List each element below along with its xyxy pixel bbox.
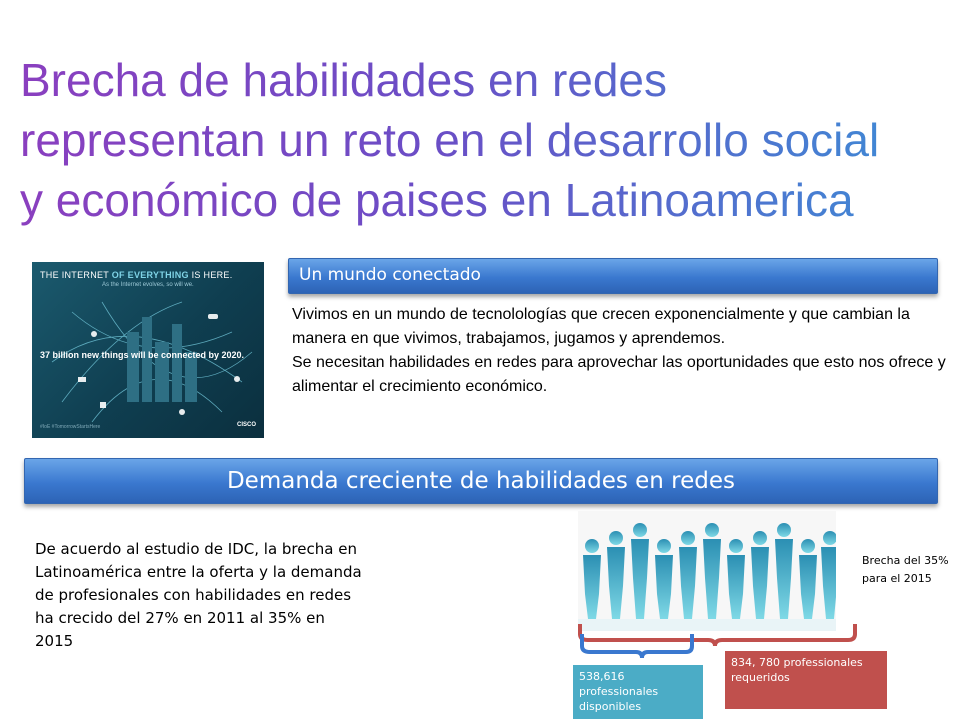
cisco-logo: CISCO (236, 422, 256, 428)
person-head (823, 531, 836, 545)
section-header-label: Demanda creciente de habilidades en redes (226, 468, 736, 494)
paragraph: Vivimos en un mundo de tecnolologías que crecen exponencialmente y que cambian la manera en que vivimos, trabajamos, jugamos y aprendemos. (292, 306, 910, 347)
person-head (633, 523, 647, 537)
required-professionals-box: 834, 780 professionales requeridos (724, 650, 888, 710)
infographic-headline: THE INTERNET OF EVERYTHING IS HERE. (40, 270, 233, 280)
paragraph: Se necesitan habilidades en redes para aprovechar las oportunidades que esto nos ofrece y alimentar el crecimiento económico. (292, 354, 946, 395)
person-head (657, 539, 671, 553)
title-line: Brecha de habilidades en redes (20, 54, 668, 106)
idc-study-text: De acuerdo al estudio de IDC, la brecha en Latinoamérica entre la oferta y la demanda de profesionales con habilidades en redes ha crecido del 27% en 2011 al 35% en 2015 (35, 540, 362, 650)
ioe-infographic-image (32, 262, 264, 438)
section-header-label: Un mundo conectado (299, 265, 481, 285)
infographic-subline: As the Internet evolves, so will we. (102, 282, 194, 288)
slide-title (20, 50, 950, 230)
person-head (801, 539, 815, 553)
connected-world-text (292, 303, 957, 399)
person-head (777, 523, 791, 537)
title-line: y económico de paises en Latinoamerica (20, 174, 854, 226)
person-head (681, 531, 695, 545)
gap-label: Brecha del 35% para el 2015 (862, 554, 949, 585)
infographic-footer: #IoE #TomorrowStartsHere (40, 424, 101, 430)
available-professionals-box: 538,616 professionales disponibles (572, 664, 704, 720)
person-head (729, 539, 743, 553)
person-head (705, 523, 719, 537)
title-line: representan un reto en el desarrollo social (20, 114, 880, 166)
section-header-connected-world (288, 258, 938, 294)
infographic-stat: 37 billion new things will be connected by 2020. (40, 350, 245, 360)
section-header-skills-demand (24, 458, 938, 504)
person-head (585, 539, 599, 553)
person-head (609, 531, 623, 545)
person-head (753, 531, 767, 545)
